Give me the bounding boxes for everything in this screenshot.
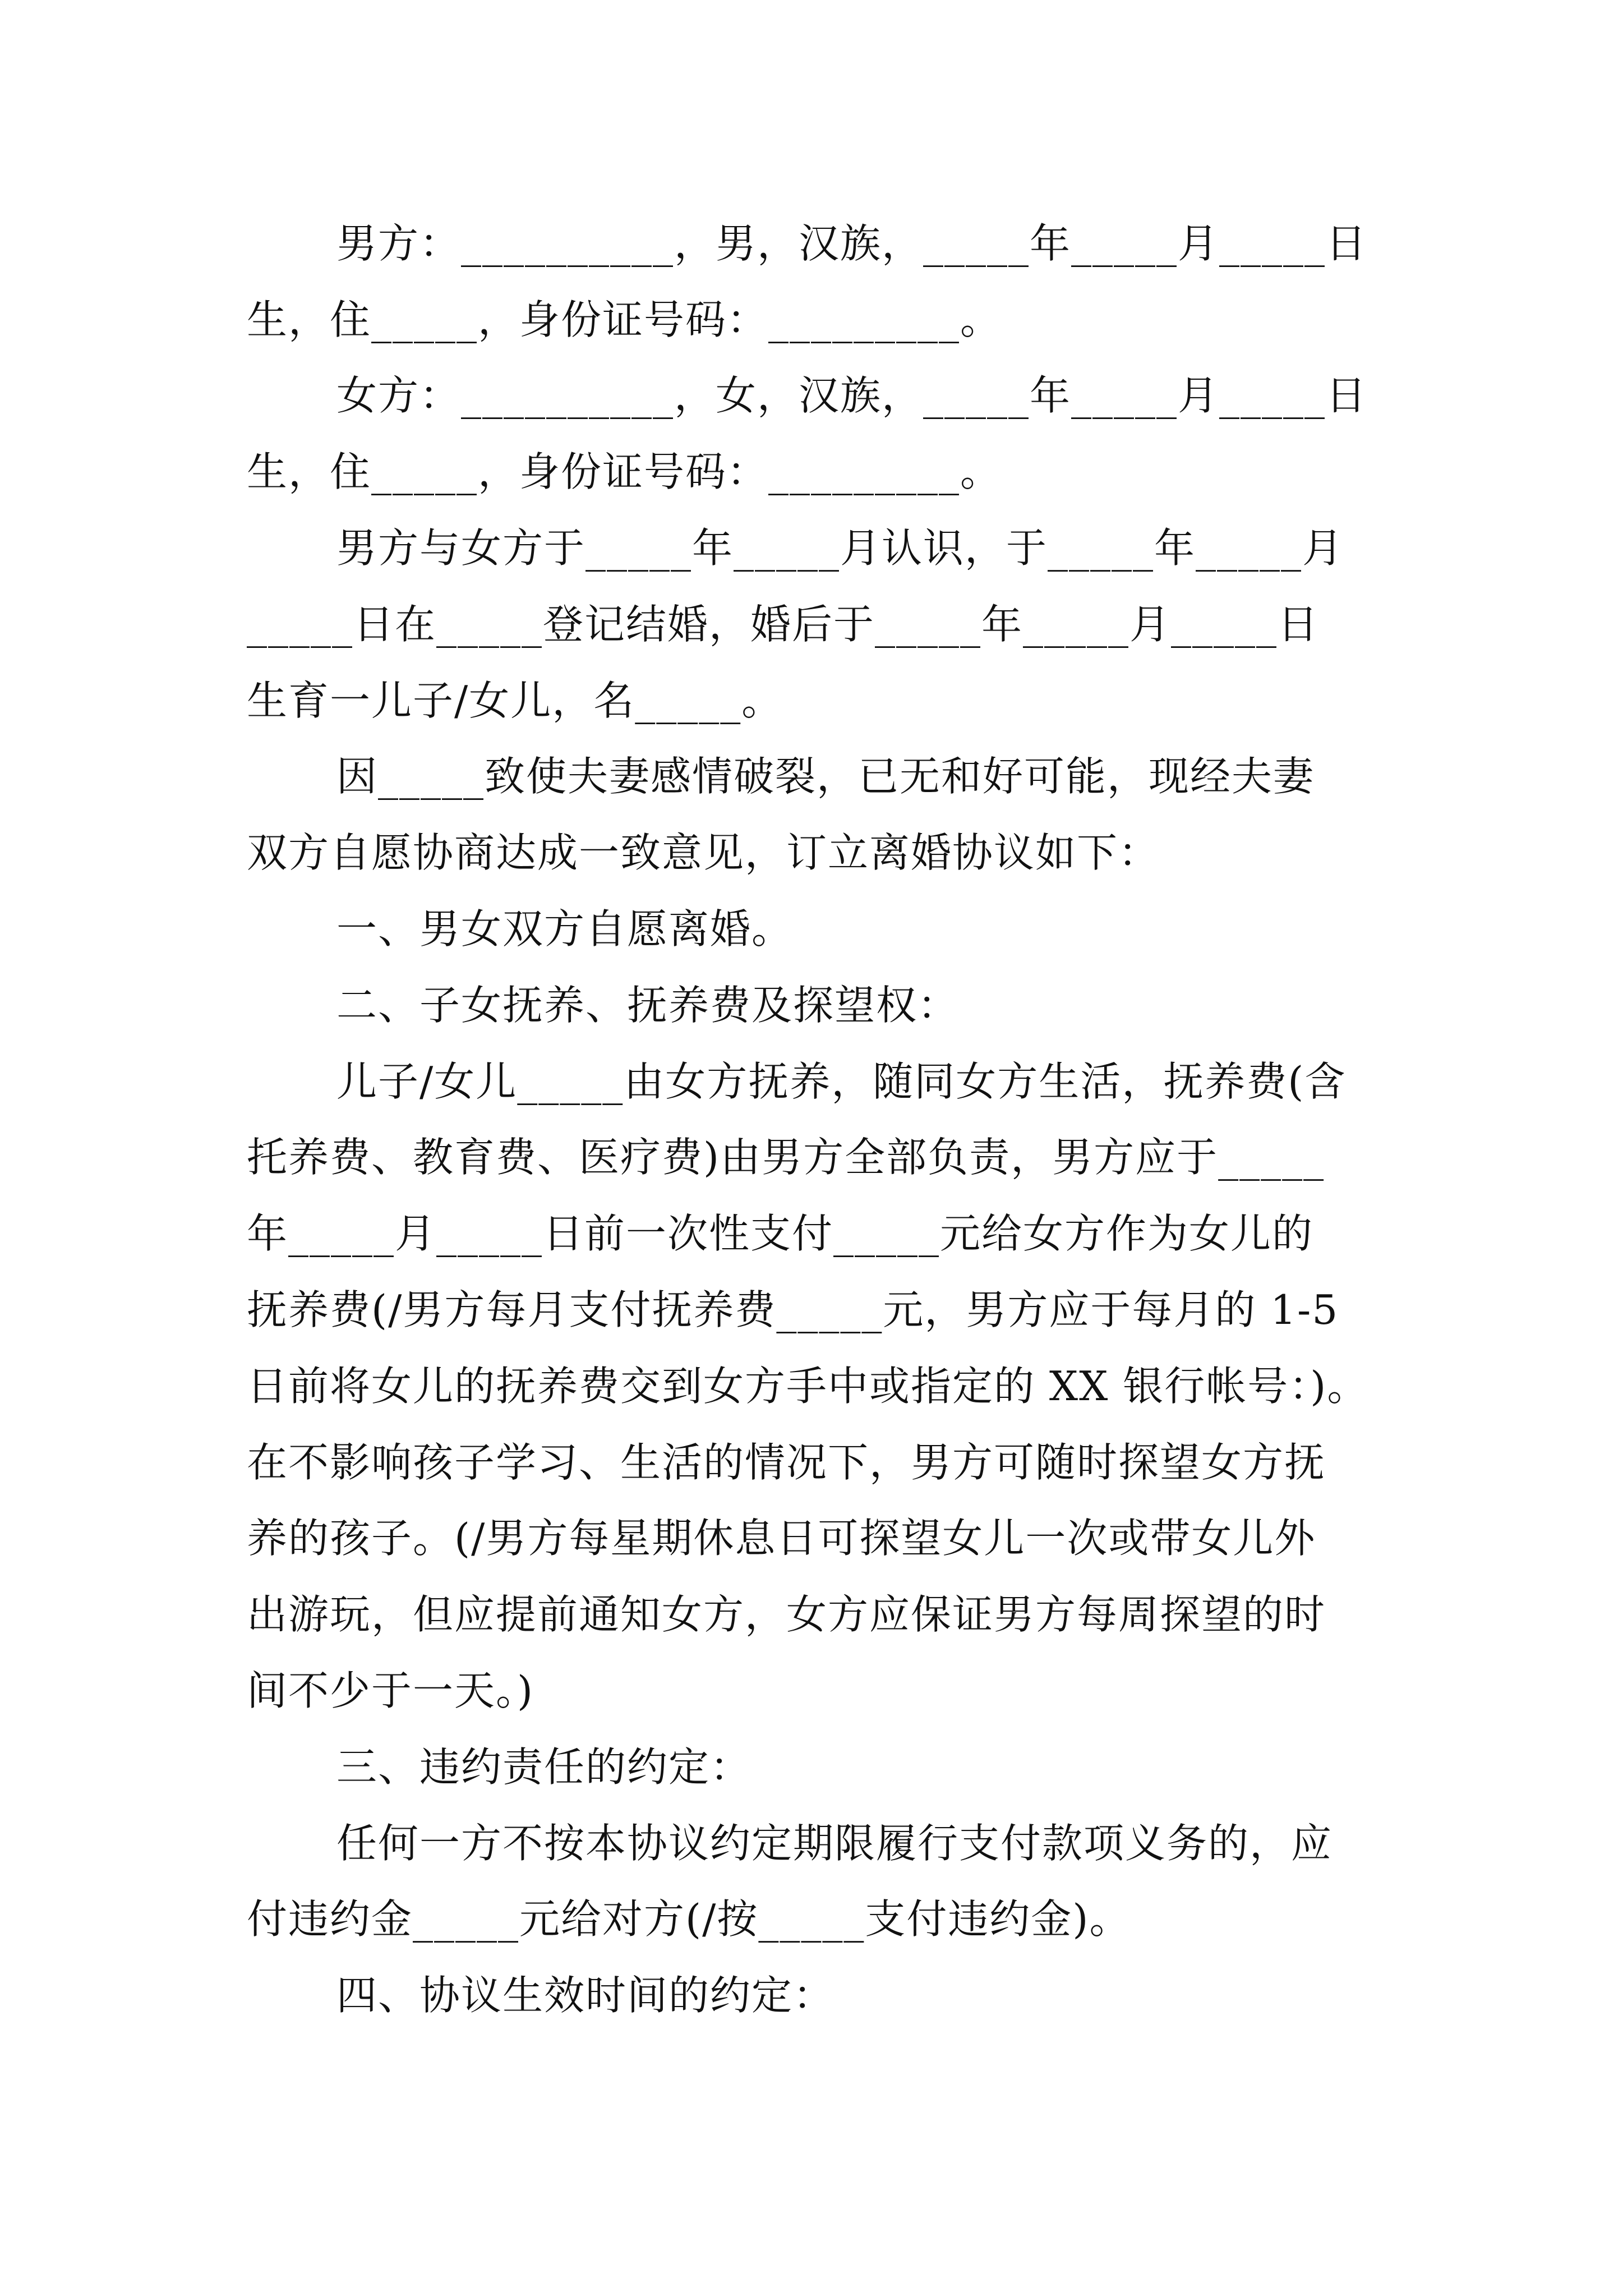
text-line: 养的孩子。(/男方每星期休息日可探望女儿一次或带女儿外	[247, 1515, 1316, 1562]
text-line: 双方自愿协商达成一致意见，订立离婚协议如下：	[247, 829, 1160, 876]
text-line: 二、子女抚养、抚养费及探望权：	[336, 982, 960, 1029]
text-line: 男方：__________，男，汉族，_____年_____月_____日	[336, 220, 1368, 267]
text-line: 因_____致使夫妻感情破裂，已无和好可能，现经夫妻	[336, 753, 1315, 800]
text-line: 年_____月_____日前一次性支付_____元给女方作为女儿的	[247, 1210, 1314, 1257]
text-line: 女方：__________，女，汉族，_____年_____月_____日	[336, 372, 1368, 419]
text-line: 任何一方不按本协议约定期限履行支付款项义务的，应	[336, 1820, 1333, 1867]
text-line: 生育一儿子/女儿，名_____。	[247, 677, 783, 724]
text-line: 生，住_____，身份证号码：_________。	[247, 448, 1002, 495]
text-line: 儿子/女儿_____由女方抚养，随同女方生活，抚养费(含	[336, 1058, 1347, 1105]
text-line: 托养费、教育费、医疗费)由男方全部负责，男方应于_____	[247, 1134, 1325, 1181]
text-line: 日前将女儿的抚养费交到女方手中或指定的 XX 银行帐号：)。	[247, 1363, 1369, 1410]
text-line: 在不影响孩子学习、生活的情况下，男方可随时探望女方抚	[247, 1439, 1326, 1486]
text-line: 付违约金_____元给对方(/按_____支付违约金)。	[247, 1895, 1131, 1943]
text-line: _____日在_____登记结婚，婚后于_____年_____月_____日	[247, 601, 1320, 648]
text-line: 一、男女双方自愿离婚。	[336, 905, 794, 953]
text-line: 抚养费(/男方每月支付抚养费_____元，男方应于每月的 1-5	[247, 1286, 1339, 1333]
text-line: 四、协议生效时间的约定：	[336, 1972, 835, 2019]
text-line: 三、违约责任的约定：	[336, 1743, 752, 1791]
text-line: 男方与女方于_____年_____月认识，于_____年_____月	[336, 524, 1344, 572]
text-line: 出游玩，但应提前通知女方，女方应保证男方每周探望的时	[247, 1591, 1326, 1638]
text-line: 间不少于一天。)	[247, 1667, 534, 1714]
text-line: 生，住_____，身份证号码：_________。	[247, 296, 1002, 343]
